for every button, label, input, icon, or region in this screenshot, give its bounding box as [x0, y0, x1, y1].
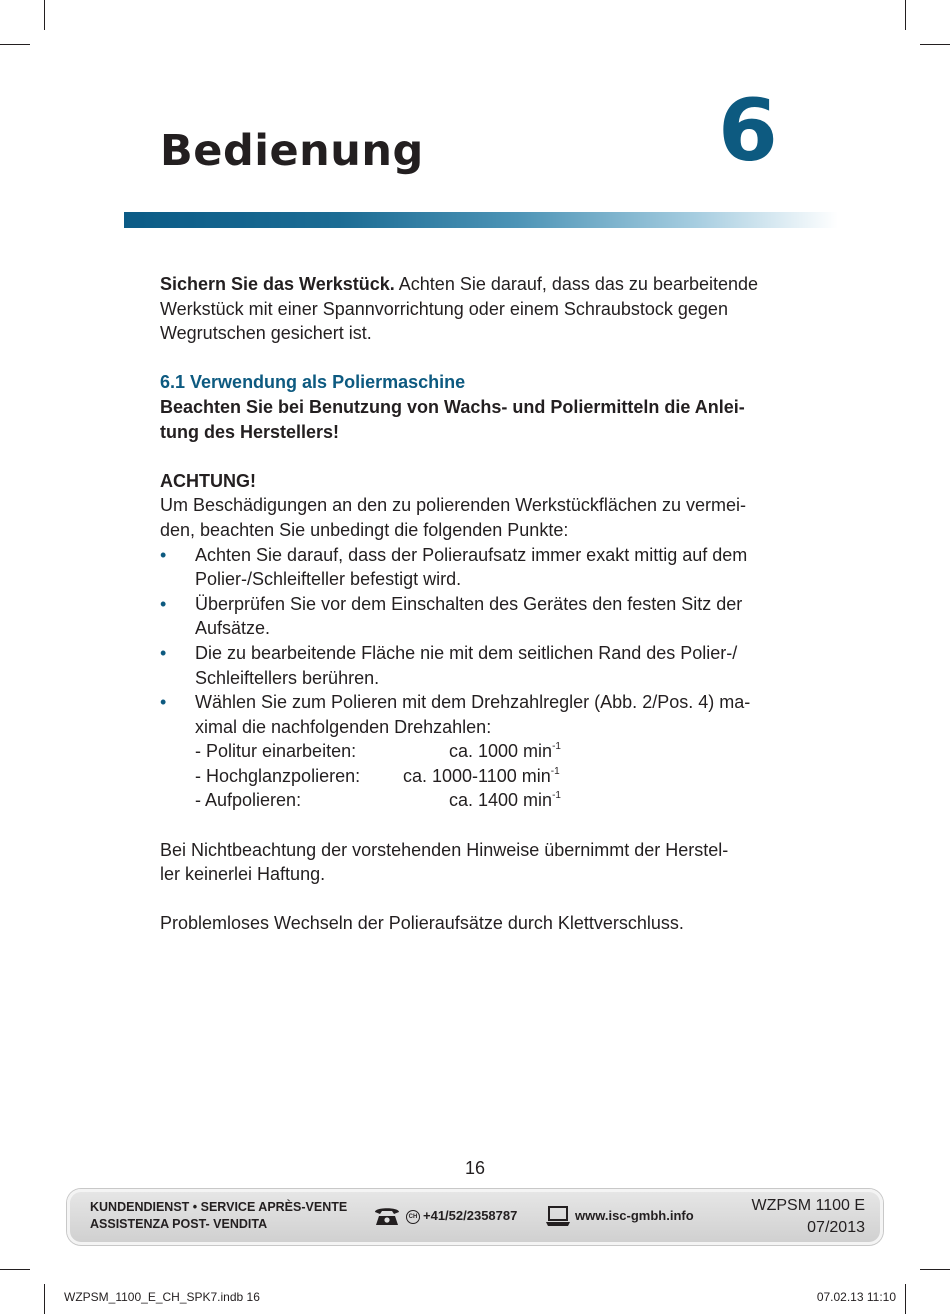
- speed-label: - Hochglanzpolieren:: [195, 765, 361, 786]
- intro-text: Wegrutschen gesichert ist.: [160, 323, 372, 344]
- list-item-text: Polier-/Schleifteller befestigt wird.: [195, 569, 462, 590]
- crop-mark: [0, 44, 30, 45]
- list-item: [160, 543, 792, 592]
- chapter-number: 6: [718, 81, 778, 181]
- crop-mark: [920, 1269, 950, 1270]
- list-item-text: Überprüfen Sie vor dem Einschalten des Gerätes den festen Sitz der: [195, 593, 743, 614]
- print-slug-file: WZPSM_1100_E_CH_SPK7.indb 16: [64, 1290, 260, 1304]
- list-item-text: ximal die nachfolgenden Drehzahlen:: [195, 716, 492, 737]
- speed-value: ca. 1000-1100 $\min^{-1}$: [403, 765, 560, 786]
- intro-paragraph: [160, 272, 792, 346]
- warning-line: Um Beschädigungen an den zu polierenden Werkstückflächen zu vermei-: [160, 495, 746, 516]
- main-content: [160, 272, 792, 936]
- print-slug-timestamp: 07.02.13 11:10: [816, 1290, 896, 1304]
- bullet-icon: •: [160, 593, 167, 614]
- bullet-icon: •: [160, 544, 167, 565]
- speed-row: [195, 739, 792, 764]
- instruction-list: [160, 543, 792, 814]
- manufacturer-note-line: Beachten Sie bei Benutzung von Wachs- und Poliermitteln die Anlei-: [160, 396, 745, 417]
- manufacturer-note: [160, 395, 792, 444]
- intro-lead: Sichern Sie das Werkstück.: [160, 274, 395, 294]
- list-item-text: Wählen Sie zum Polieren mit dem Drehzahlregler (Abb. 2/Pos. 4) ma-: [195, 692, 751, 713]
- warning-text: [160, 493, 792, 542]
- crop-mark: [44, 1284, 45, 1314]
- speed-row: [195, 788, 792, 813]
- speed-value: ca. 1400 $\min^{-1}$: [449, 790, 561, 811]
- crop-mark: [905, 0, 906, 30]
- intro-text: Achten Sie darauf, dass das zu bearbeitende: [394, 274, 759, 294]
- list-item: [160, 690, 792, 813]
- model-number: WZPSM 1100 E: [751, 1197, 865, 1214]
- service-footer: [67, 1189, 883, 1245]
- bullet-icon: •: [160, 692, 167, 713]
- service-label: [90, 1199, 347, 1233]
- list-item-text: Die zu bearbeitende Fläche nie mit dem seitlichen Rand des Polier-/: [195, 642, 738, 663]
- section-heading: 6.1 Verwendung als Poliermaschine: [160, 372, 466, 393]
- model-info: [751, 1195, 865, 1239]
- crop-mark: [905, 1284, 906, 1314]
- country-badge: CH: [406, 1210, 420, 1224]
- list-item: [160, 592, 792, 641]
- model-date: 07/2013: [807, 1219, 865, 1236]
- crop-mark: [920, 44, 950, 45]
- service-line: KUNDENDIENST • SERVICE APRÈS-VENTE: [90, 1200, 348, 1214]
- liability-line: Bei Nichtbeachtung der vorstehenden Hinweise übernimmt der Herstel-: [160, 839, 729, 860]
- intro-text: Werkstück mit einer Spannvorrichtung oder einem Schraubstock gegen: [160, 298, 728, 319]
- page-title: Bedienung: [160, 126, 424, 176]
- warning-title: ACHTUNG!: [160, 470, 256, 491]
- phone-number: +41/52/2358787: [423, 1208, 518, 1223]
- warning-line: den, beachten Sie unbedingt die folgenden Punkte:: [160, 519, 569, 540]
- speed-label: - Politur einarbeiten:: [195, 741, 357, 762]
- list-item: [160, 641, 792, 690]
- page-number: 16: [464, 1158, 486, 1178]
- list-item-text: Schleiftellers berühren.: [195, 667, 380, 688]
- crop-mark: [44, 0, 45, 30]
- bullet-icon: •: [160, 642, 167, 663]
- crop-mark: [0, 1269, 30, 1270]
- liability-line: ler keinerlei Haftung.: [160, 864, 326, 885]
- website-link: www.isc-gmbh.info: [575, 1208, 694, 1223]
- header-gradient-bar: [124, 212, 838, 228]
- speed-row: [195, 764, 792, 789]
- liability-paragraph: [160, 838, 792, 887]
- phone-icon: [373, 1205, 401, 1227]
- speed-value: ca. 1000 $\min^{-1}$: [449, 741, 561, 762]
- speed-label: - Aufpolieren:: [195, 790, 302, 811]
- list-item-text: Achten Sie darauf, dass der Polieraufsatz immer exakt mittig auf dem: [195, 544, 748, 565]
- service-line: ASSISTENZA POST- VENDITA: [90, 1217, 268, 1231]
- list-item-text: Aufsätze.: [195, 618, 271, 639]
- laptop-icon: [545, 1205, 571, 1227]
- manufacturer-note-line: tung des Herstellers!: [160, 421, 340, 442]
- closing-paragraph: Problemloses Wechseln der Polieraufsätze durch Klettverschluss.: [160, 913, 684, 934]
